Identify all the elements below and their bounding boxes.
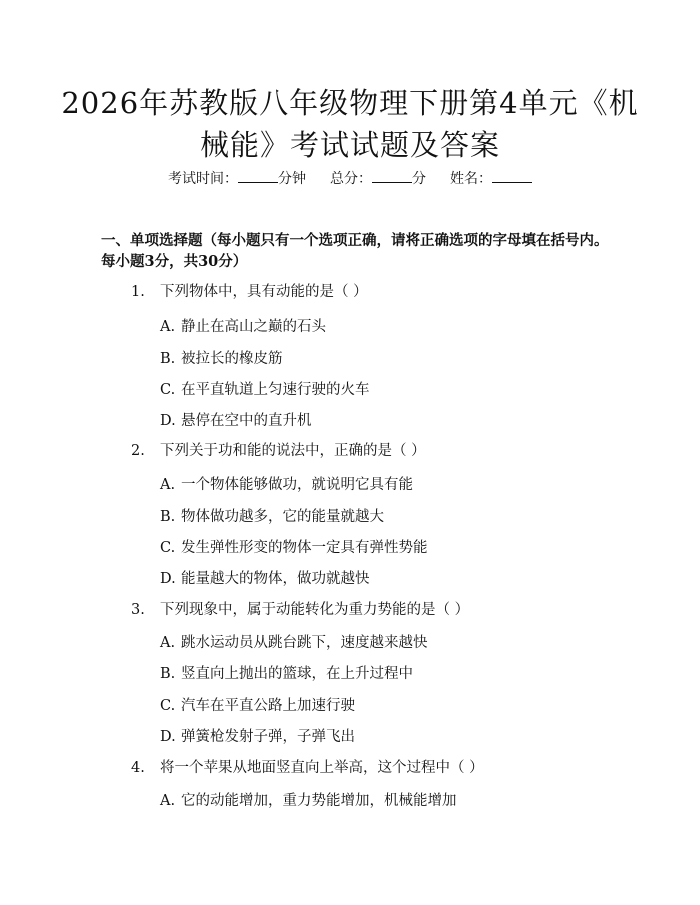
score-unit: 分 xyxy=(412,171,426,187)
option-letter: D. xyxy=(160,413,176,429)
option-text: 汽车在平直公路上加速行驶 xyxy=(181,698,355,714)
option-letter: A. xyxy=(160,793,176,809)
name-label: 姓名： xyxy=(450,171,492,187)
option-letter: B. xyxy=(160,666,176,682)
section-heading-line2: 每小题3分，共30分） xyxy=(101,253,248,270)
option-letter: C. xyxy=(160,540,176,556)
option-letter: D. xyxy=(160,729,176,745)
section-heading-line1: 一、单项选择题（每小题只有一个选项正确，请将正确选项的字母填在括号内。 xyxy=(101,232,609,249)
option-text: 跳水运动员从跳台跳下，速度越来越快 xyxy=(181,635,428,651)
exam-meta xyxy=(0,169,700,189)
option-text: 物体做功越多，它的能量就越大 xyxy=(181,509,384,525)
option-text: 能量越大的物体，做功就越快 xyxy=(181,571,370,587)
question-text: 下列物体中，具有动能的是（ ） xyxy=(160,284,368,300)
question-number: 2. xyxy=(131,443,145,459)
option-text: 悬停在空中的直升机 xyxy=(181,413,312,429)
question-text: 下列现象中，属于动能转化为重力势能的是（ ） xyxy=(160,602,470,618)
option-letter: B. xyxy=(160,351,176,367)
name-blank[interactable] xyxy=(492,169,532,183)
score-blank[interactable] xyxy=(372,169,412,183)
option-letter: C. xyxy=(160,698,176,714)
option-text: 在平直轨道上匀速行驶的火车 xyxy=(181,382,370,398)
time-label: 考试时间： xyxy=(168,171,238,187)
option-letter: A. xyxy=(160,319,176,335)
question-number: 1. xyxy=(131,284,145,300)
question-text: 将一个苹果从地面竖直向上举高，这个过程中（ ） xyxy=(160,760,484,776)
option-letter: D. xyxy=(160,571,176,587)
document-title-line1: 2026年苏教版八年级物理下册第4单元《机 xyxy=(61,86,639,120)
document-title-line2: 械能》考试试题及答案 xyxy=(199,128,500,162)
option-letter: C. xyxy=(160,382,176,398)
time-blank[interactable] xyxy=(238,169,278,183)
option-letter: A. xyxy=(160,635,176,651)
option-letter: B. xyxy=(160,509,176,525)
score-label: 总分： xyxy=(330,171,372,187)
question-number: 4. xyxy=(131,760,145,776)
question-text: 下列关于功和能的说法中，正确的是（ ） xyxy=(160,443,426,459)
option-text: 它的动能增加，重力势能增加，机械能增加 xyxy=(181,793,457,809)
option-text: 一个物体能够做功，就说明它具有能 xyxy=(181,477,413,493)
option-text: 发生弹性形变的物体一定具有弹性势能 xyxy=(181,540,428,556)
option-text: 弹簧枪发射子弹，子弹飞出 xyxy=(181,729,355,745)
option-letter: A. xyxy=(160,477,176,493)
time-unit: 分钟 xyxy=(278,171,306,187)
option-text: 竖直向上抛出的篮球，在上升过程中 xyxy=(181,666,413,682)
option-text: 被拉长的橡皮筋 xyxy=(181,351,283,367)
question-number: 3. xyxy=(131,602,145,618)
option-text: 静止在高山之巅的石头 xyxy=(181,319,326,335)
